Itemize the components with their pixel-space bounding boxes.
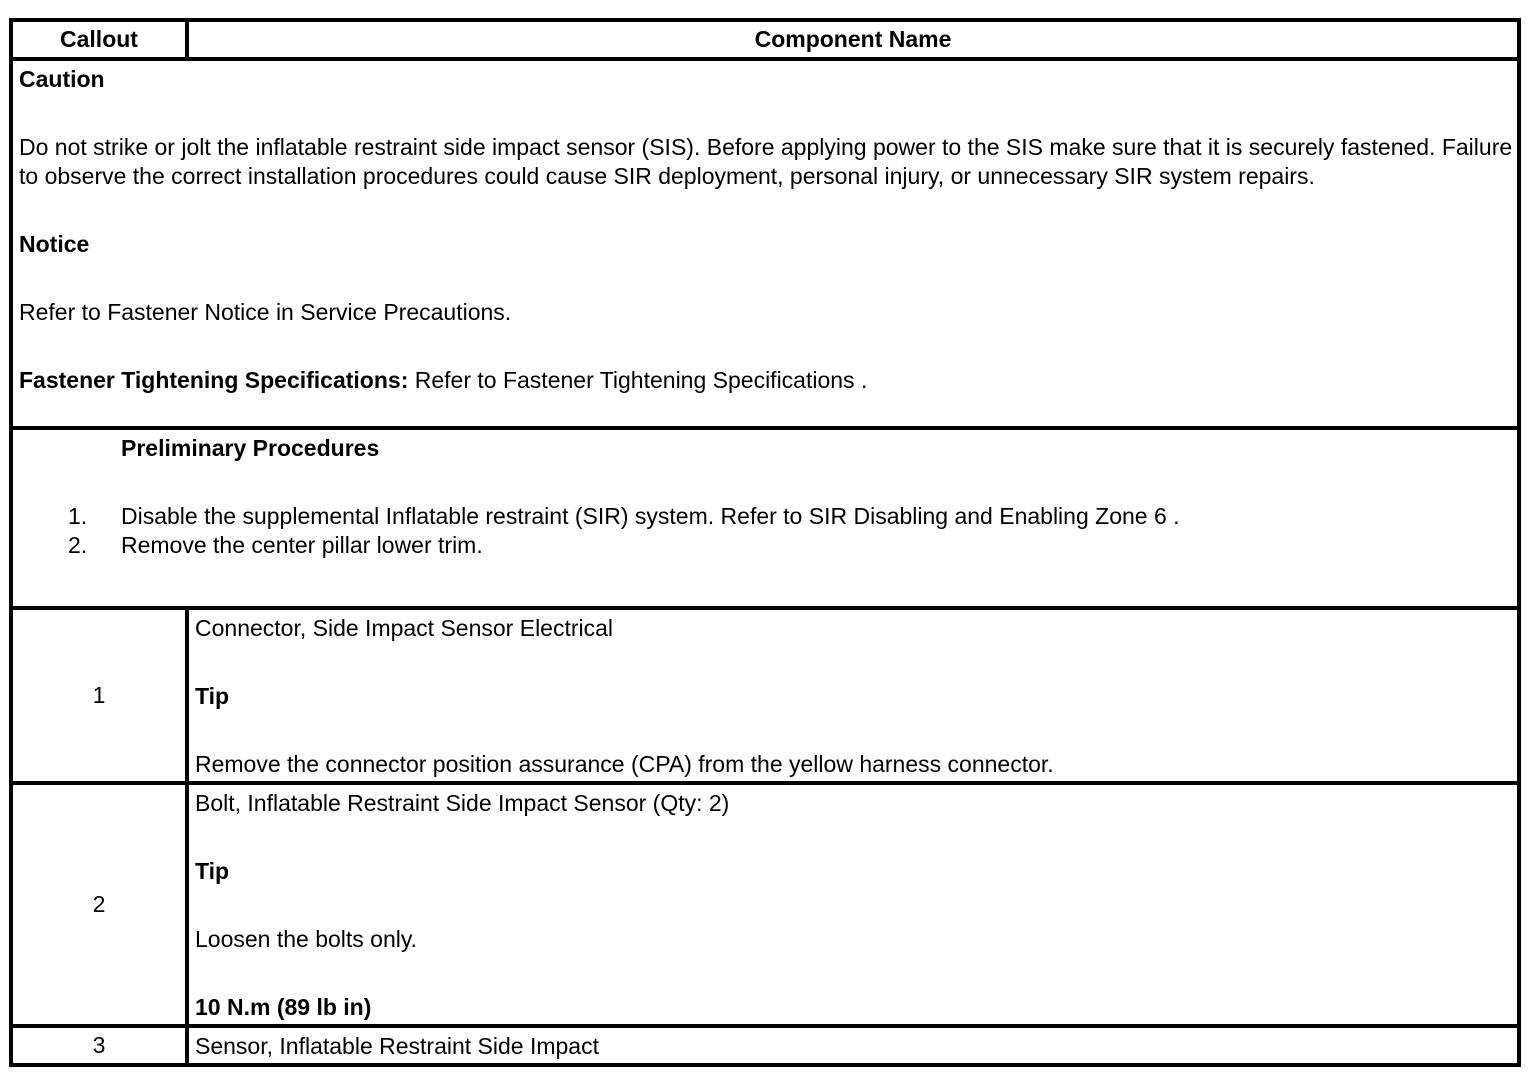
table-row	[11, 1026, 1519, 1065]
callout-number: 2	[11, 783, 187, 1026]
caution-title: Caution	[19, 66, 105, 92]
tip-title: Tip	[195, 858, 230, 884]
tip-text: Remove the connector position assurance (CPA) from the yellow harness connector.	[195, 751, 1054, 777]
tip-title: Tip	[195, 683, 230, 709]
fastener-spec-text: Refer to Fastener Tightening Specifications .	[408, 367, 868, 393]
notice-text: Refer to Fastener Notice in Service Precautions.	[19, 299, 512, 325]
component-name: Sensor, Inflatable Restraint Side Impact	[195, 1033, 599, 1059]
component-cell	[187, 783, 1519, 1026]
spacer	[19, 191, 1517, 230]
spacer	[19, 259, 1517, 298]
header-row	[11, 20, 1519, 59]
spacer	[121, 463, 1517, 502]
spacer	[19, 94, 1517, 133]
procedure-table	[9, 18, 1521, 1067]
fastener-spec-label: Fastener Tightening Specifications:	[19, 367, 409, 393]
list-item	[68, 531, 1517, 560]
component-name: Connector, Side Impact Sensor Electrical	[195, 615, 614, 641]
spacer	[195, 711, 1517, 750]
component-cell	[187, 608, 1519, 783]
preliminary-row	[11, 428, 1519, 608]
spacer	[195, 818, 1517, 857]
caution-text: Do not strike or jolt the inflatable restraint side impact sensor (SIS). Before applying power to the SIS make sure that it is securely fastened. Failure to observe the correct installation procedures could cause SIR deployment, personal injury, or unnecessary SIR system repairs.	[19, 134, 1513, 189]
header-component-name: Component Name	[187, 20, 1519, 59]
step-text: Disable the supplemental Inflatable restraint (SIR) system. Refer to SIR Disabling and Enabling Zone 6 .	[121, 503, 1180, 529]
header-callout: Callout	[11, 20, 187, 59]
list-item	[68, 502, 1517, 531]
preliminary-steps	[68, 502, 1517, 560]
spacer	[195, 643, 1517, 682]
notice-title: Notice	[19, 231, 90, 257]
spacer	[195, 954, 1517, 993]
tip-text: Loosen the bolts only.	[195, 926, 418, 952]
step-number: 1.	[68, 503, 88, 529]
torque-spec: 10 N.m (89 lb in)	[195, 994, 372, 1020]
fastener-spec	[19, 366, 1517, 395]
caution-cell	[11, 59, 1519, 428]
caution-row	[11, 59, 1519, 428]
preliminary-title: Preliminary Procedures	[121, 435, 380, 461]
callout-number: 1	[11, 608, 187, 783]
spacer	[195, 886, 1517, 925]
preliminary-cell	[11, 428, 1519, 608]
spacer	[19, 327, 1517, 366]
callout-number: 3	[11, 1026, 187, 1065]
component-name: Bolt, Inflatable Restraint Side Impact Sensor (Qty: 2)	[195, 790, 730, 816]
step-number: 2.	[68, 532, 88, 558]
step-text: Remove the center pillar lower trim.	[121, 532, 483, 558]
table-row	[11, 608, 1519, 783]
component-cell	[187, 1026, 1519, 1065]
table-row	[11, 783, 1519, 1026]
